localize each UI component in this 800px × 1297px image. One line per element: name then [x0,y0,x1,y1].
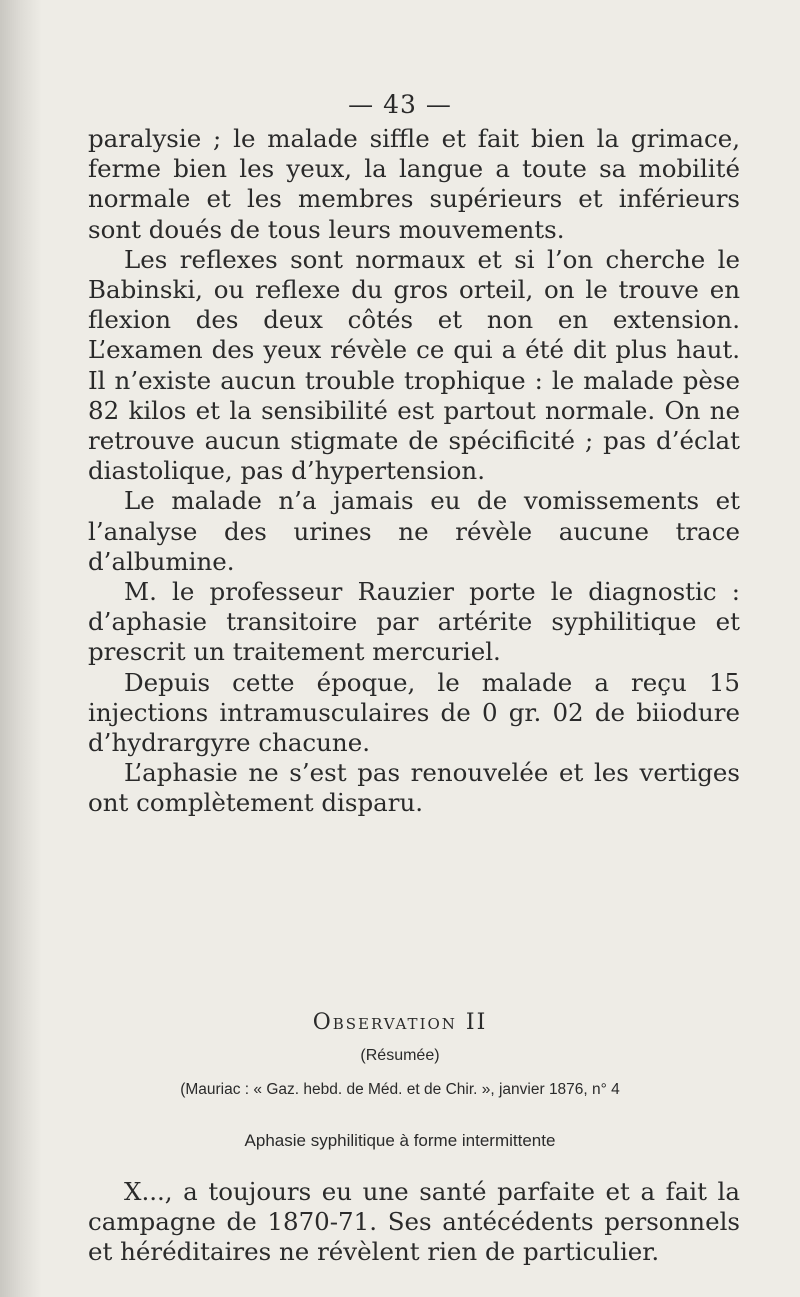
paragraph-4: M. le professeur Rauzier porte le diagnostic : d’aphasie transitoire par artérite syphilitique et prescrit un traitement mercuriel. [88,577,740,667]
page-number: — 43 — [348,90,452,119]
paragraph-2: Les reflexes sont normaux et si l’on cherche le Babinski, ou reflexe du gros orteil, on le trouve en flexion des deux côtés et non en extension. L’examen des yeux révèle ce qui a été dit plus haut. Il n’existe aucun trouble trophique : le malade pèse 82 kilos et la sensibilité est partout normale. On ne retrouve aucun stigmate de spécificité ; pas d’éclat diastolique, pas d’hypertension. [88,244,740,486]
paragraph-1: paralysie ; le malade siffle et fait bien la grimace, ferme bien les yeux, la langue a toute sa mobilité normale et les membres supérieurs et inférieurs sont doués de tous leurs mouvements. [88,124,740,244]
paragraph-5: Depuis cette époque, le malade a reçu 15 injections intramusculaires de 0 gr. 02 de biiodure d’hydrargyre chacune. [88,667,740,758]
observation-subtitle: (Résumée) [360,1047,440,1064]
observation-heading: Aphasie syphilitique à forme intermittente [244,1131,556,1150]
paragraph-6: L’aphasie ne s’est pas renouvelée et les vertiges ont complètement disparu. [88,758,740,818]
body-text [88,124,740,819]
observation-title: Observation II [312,1010,488,1035]
final-text [88,1177,740,1268]
observation-citation: (Mauriac : « Gaz. hebd. de Méd. et de Chir. », janvier 1876, n° 4 [180,1081,620,1098]
page-edge-shadow [0,0,42,1297]
final-paragraph: X..., a toujours eu une santé parfaite et a fait la campagne de 1870-71. Ses antécédents personnels et héréditaires ne révèlent rien de particulier. [88,1177,740,1267]
paragraph-3: Le malade n’a jamais eu de vomissements et l’analyse des urines ne révèle aucune trace d’albumine. [88,486,740,576]
